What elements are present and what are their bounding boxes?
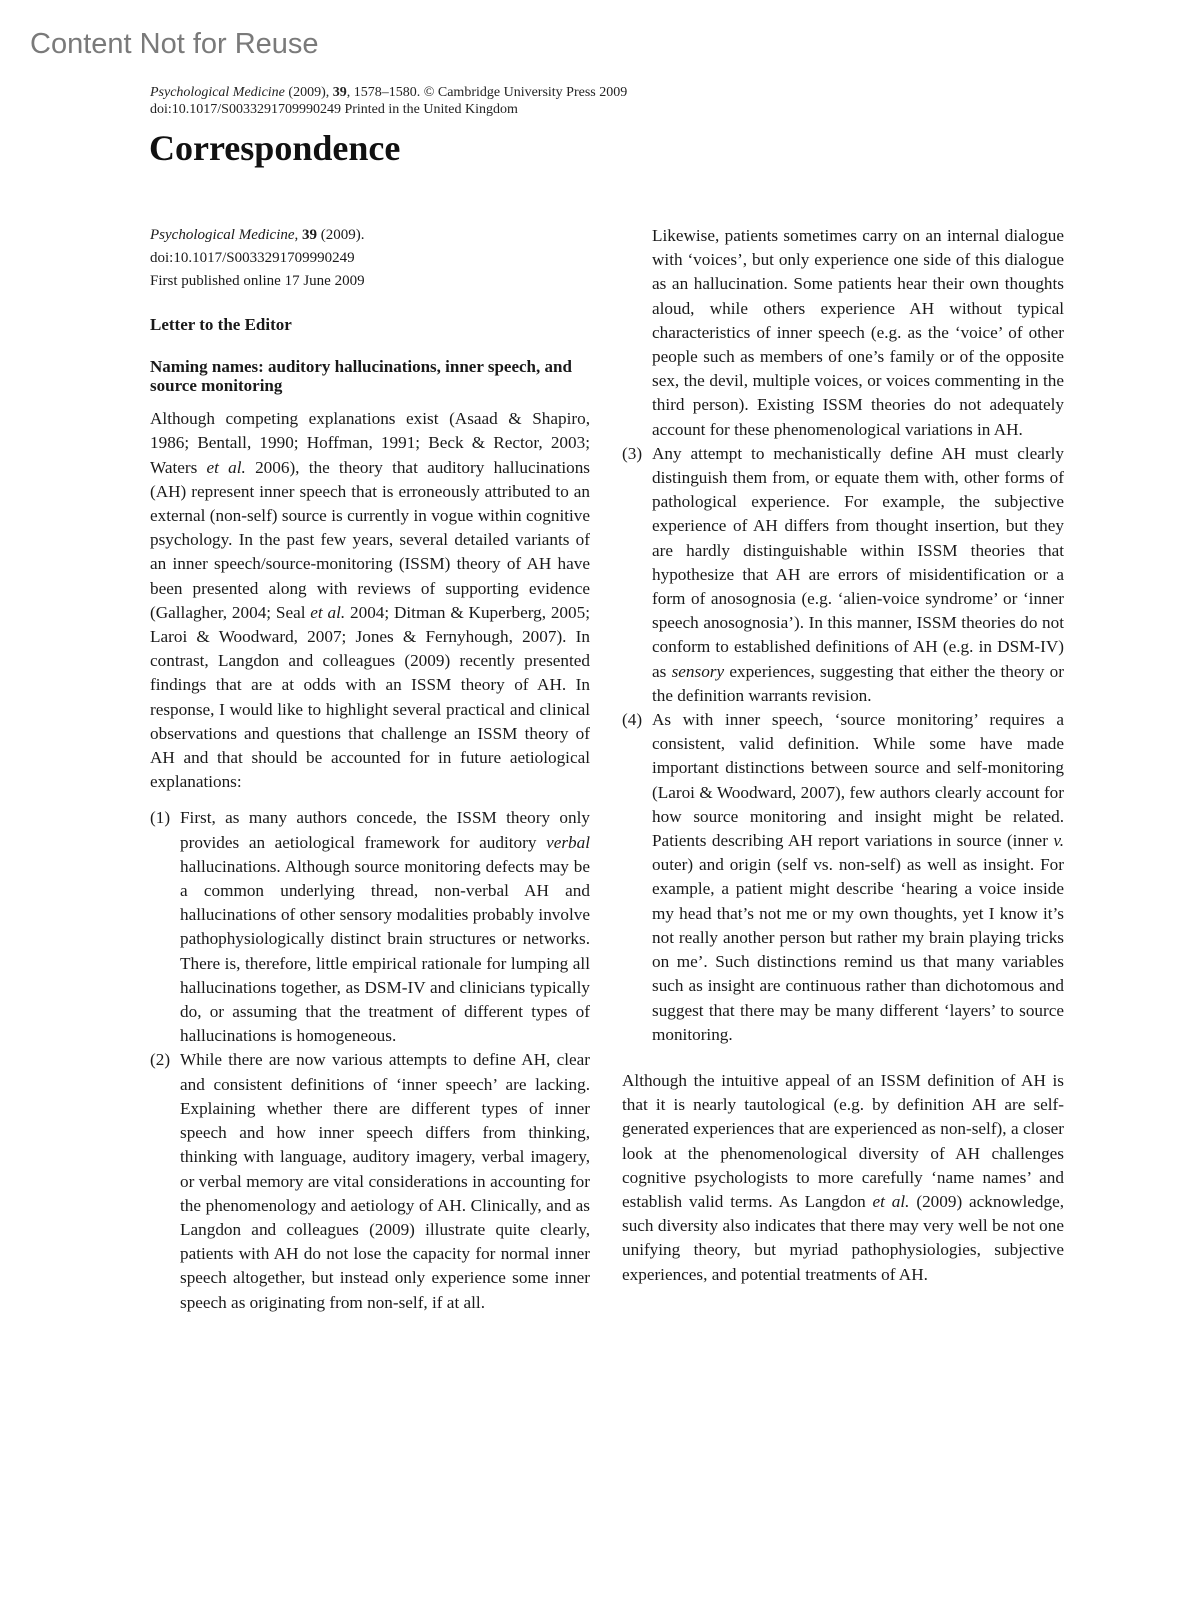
article-published: First published online 17 June 2009	[150, 273, 365, 289]
intro-text-c: 2004; Ditman & Kuperberg, 2005; Laroi & Woodward, 2007; Jones & Fernyhough, 2007). In contrast, Langdon and colleagues (2009) recently presented findings that are at odds with an ISSM theory of AH. In response, I would like to highlight several practical and clinical observations and questions that challenge an ISSM theory of AH and that should be accounted for in future aetiological explanations:	[150, 602, 590, 792]
point-number: (1)	[150, 808, 171, 828]
point-emphasis: v.	[1053, 831, 1064, 851]
journal-citation-line	[150, 84, 627, 101]
article-citation	[150, 224, 590, 247]
point-2	[150, 1048, 590, 1314]
section-title: Correspondence	[149, 128, 401, 168]
journal-year: (2009),	[284, 85, 333, 100]
point-number: (3)	[622, 443, 643, 463]
closing-text-a: Although the intuitive appeal of an ISSM definition of AH is that it is nearly tautological (e.g. by definition AH are self-generated experiences that are experienced as non-self), a closer look at the phenomenological diversity of AH challenges cognitive psychologists to more carefully ‘name names’ and establish valid terms. As Langdon	[622, 1070, 1064, 1211]
point-3	[622, 442, 1064, 708]
point-text: outer) and origin (self vs. non-self) as well as insight. For example, a patient might describe ‘hearing a voice inside my head that’s not me or my own thoughts, yet I know it’s not really another person but rather my brain playing tricks on me’. Such distinctions remind us that many variables such as insight are continuous rather than dichotomous and suggest that there may be many different ‘layers’ to source monitoring.	[652, 855, 1064, 1044]
point-emphasis: verbal	[546, 832, 590, 852]
intro-paragraph	[150, 407, 590, 794]
journal-name: Psychological Medicine	[150, 85, 285, 100]
journal-doi-line: doi:10.1017/S0033291709990249 Printed in the United Kingdom	[150, 102, 518, 117]
intro-text-a: Although competing explanations exist (Asaad & Shapiro, 1986; Bentall, 1990; Hoffman, 1991; Beck & Rector, 2003; Waters	[150, 409, 590, 477]
point-text: While there are now various attempts to define AH, clear and consistent definitions of ‘inner speech’ are lacking. Explaining whether there are different types of inner speech and how inner speech differs from thinking, thinking with language, auditory imagery, verbal imagery, or verbal memory are vital considerations in accounting for the phenomenology and aetiology of AH. Clinically, and as Langdon and colleagues (2009) illustrate quite clearly, patients with AH do not lose the capacity for normal inner speech altogether, but instead only experience some inner speech as originating from non-self, if at all.	[180, 1050, 590, 1312]
journal-header	[150, 84, 627, 118]
point-text: experiences, suggesting that either the theory or the definition warrants revision.	[652, 661, 1064, 705]
right-column	[622, 224, 1064, 1287]
article-volume: 39	[302, 227, 318, 243]
point-4	[622, 708, 1064, 1047]
closing-paragraph	[622, 1069, 1064, 1287]
point-2-continued: Likewise, patients sometimes carry on an internal dialogue with ‘voices’, but only experience one side of this dialogue as an hallucination. Some patients hear their own thoughts aloud, while others experience AH without typical characteristics of inner speech (e.g. as the ‘voice’ of other people such as members of one’s family or of the opposite sex, the devil, multiple voices, or voices commenting in the third person). Existing ISSM theories do not adequately account for these phenomenological variations in AH.	[652, 226, 1064, 439]
point-number: (2)	[150, 1050, 171, 1070]
point-text: hallucinations. Although source monitoring defects may be a common underlying thread, non-verbal AH and hallucinations of other sensory modalities probably involve pathophysiologically distinct brain structures or networks. There is, therefore, little empirical rationale for lumping all hallucinations together, as DSM-IV and clinicians typically do, or assuming that the treatment of different types of hallucinations is homogeneous.	[180, 856, 590, 1046]
watermark: Content Not for Reuse	[30, 28, 319, 60]
journal-pages-copyright: , 1578–1580. © Cambridge University Press 2009	[346, 85, 628, 100]
points-list-left	[150, 806, 590, 1314]
closing-etal: et al.	[872, 1191, 910, 1211]
article-journal: Psychological Medicine	[150, 227, 295, 243]
point-1	[150, 806, 590, 1048]
closing-text-b: (2009) acknowledge, such diversity also indicates that there may very well be not one unifying theory, but myriad pathophysiologies, subjective experiences, and potential treatments of AH.	[622, 1191, 1064, 1284]
point-text: As with inner speech, ‘source monitoring’ requires a consistent, valid definition. While some have made important distinctions between source and self-monitoring (Laroi & Woodward, 2007), few authors clearly account for how source monitoring and insight might be related. Patients describing AH report variations in source (inner	[652, 710, 1064, 851]
intro-etal-2: et al.	[310, 602, 346, 622]
article-title: Naming names: auditory hallucinations, inner speech, and source monitoring	[150, 357, 572, 396]
point-number: (4)	[622, 710, 643, 730]
article-year: (2009).	[317, 227, 365, 243]
left-column	[150, 224, 590, 1315]
points-list-right	[622, 442, 1064, 1047]
article-doi: doi:10.1017/S0033291709990249	[150, 250, 355, 266]
point-text: Any attempt to mechanistically define AH must clearly distinguish them from, or equate them with, other forms of pathological experience. For example, the subjective experience of AH differs from thought insertion, but they are hardly distinguishable within ISSM theories that hypothesize that AH are errors of misidentification or a form of anosognosia (e.g. ‘alien-voice syndrome’ or ‘inner speech anosognosia’). In this manner, ISSM theories do not conform to established definitions of AH (e.g. in DSM-IV) as	[652, 443, 1064, 681]
point-emphasis: sensory	[671, 661, 725, 681]
article-sep: ,	[294, 227, 303, 243]
journal-volume: 39	[332, 85, 347, 100]
letter-label: Letter to the Editor	[150, 315, 292, 334]
intro-etal-1: et al.	[206, 457, 246, 477]
point-text: First, as many authors concede, the ISSM theory only provides an aetiological framework for auditory	[180, 808, 590, 852]
intro-text-b: 2006), the theory that auditory hallucinations (AH) represent inner speech that is erroneously attributed to an external (non-self) source is currently in vogue within cognitive psychology. In the past few years, several detailed variants of an inner speech/source-monitoring (ISSM) theory of AH have been presented along with reviews of supporting evidence (Gallagher, 2004; Seal	[150, 457, 590, 622]
article-meta	[150, 224, 590, 293]
